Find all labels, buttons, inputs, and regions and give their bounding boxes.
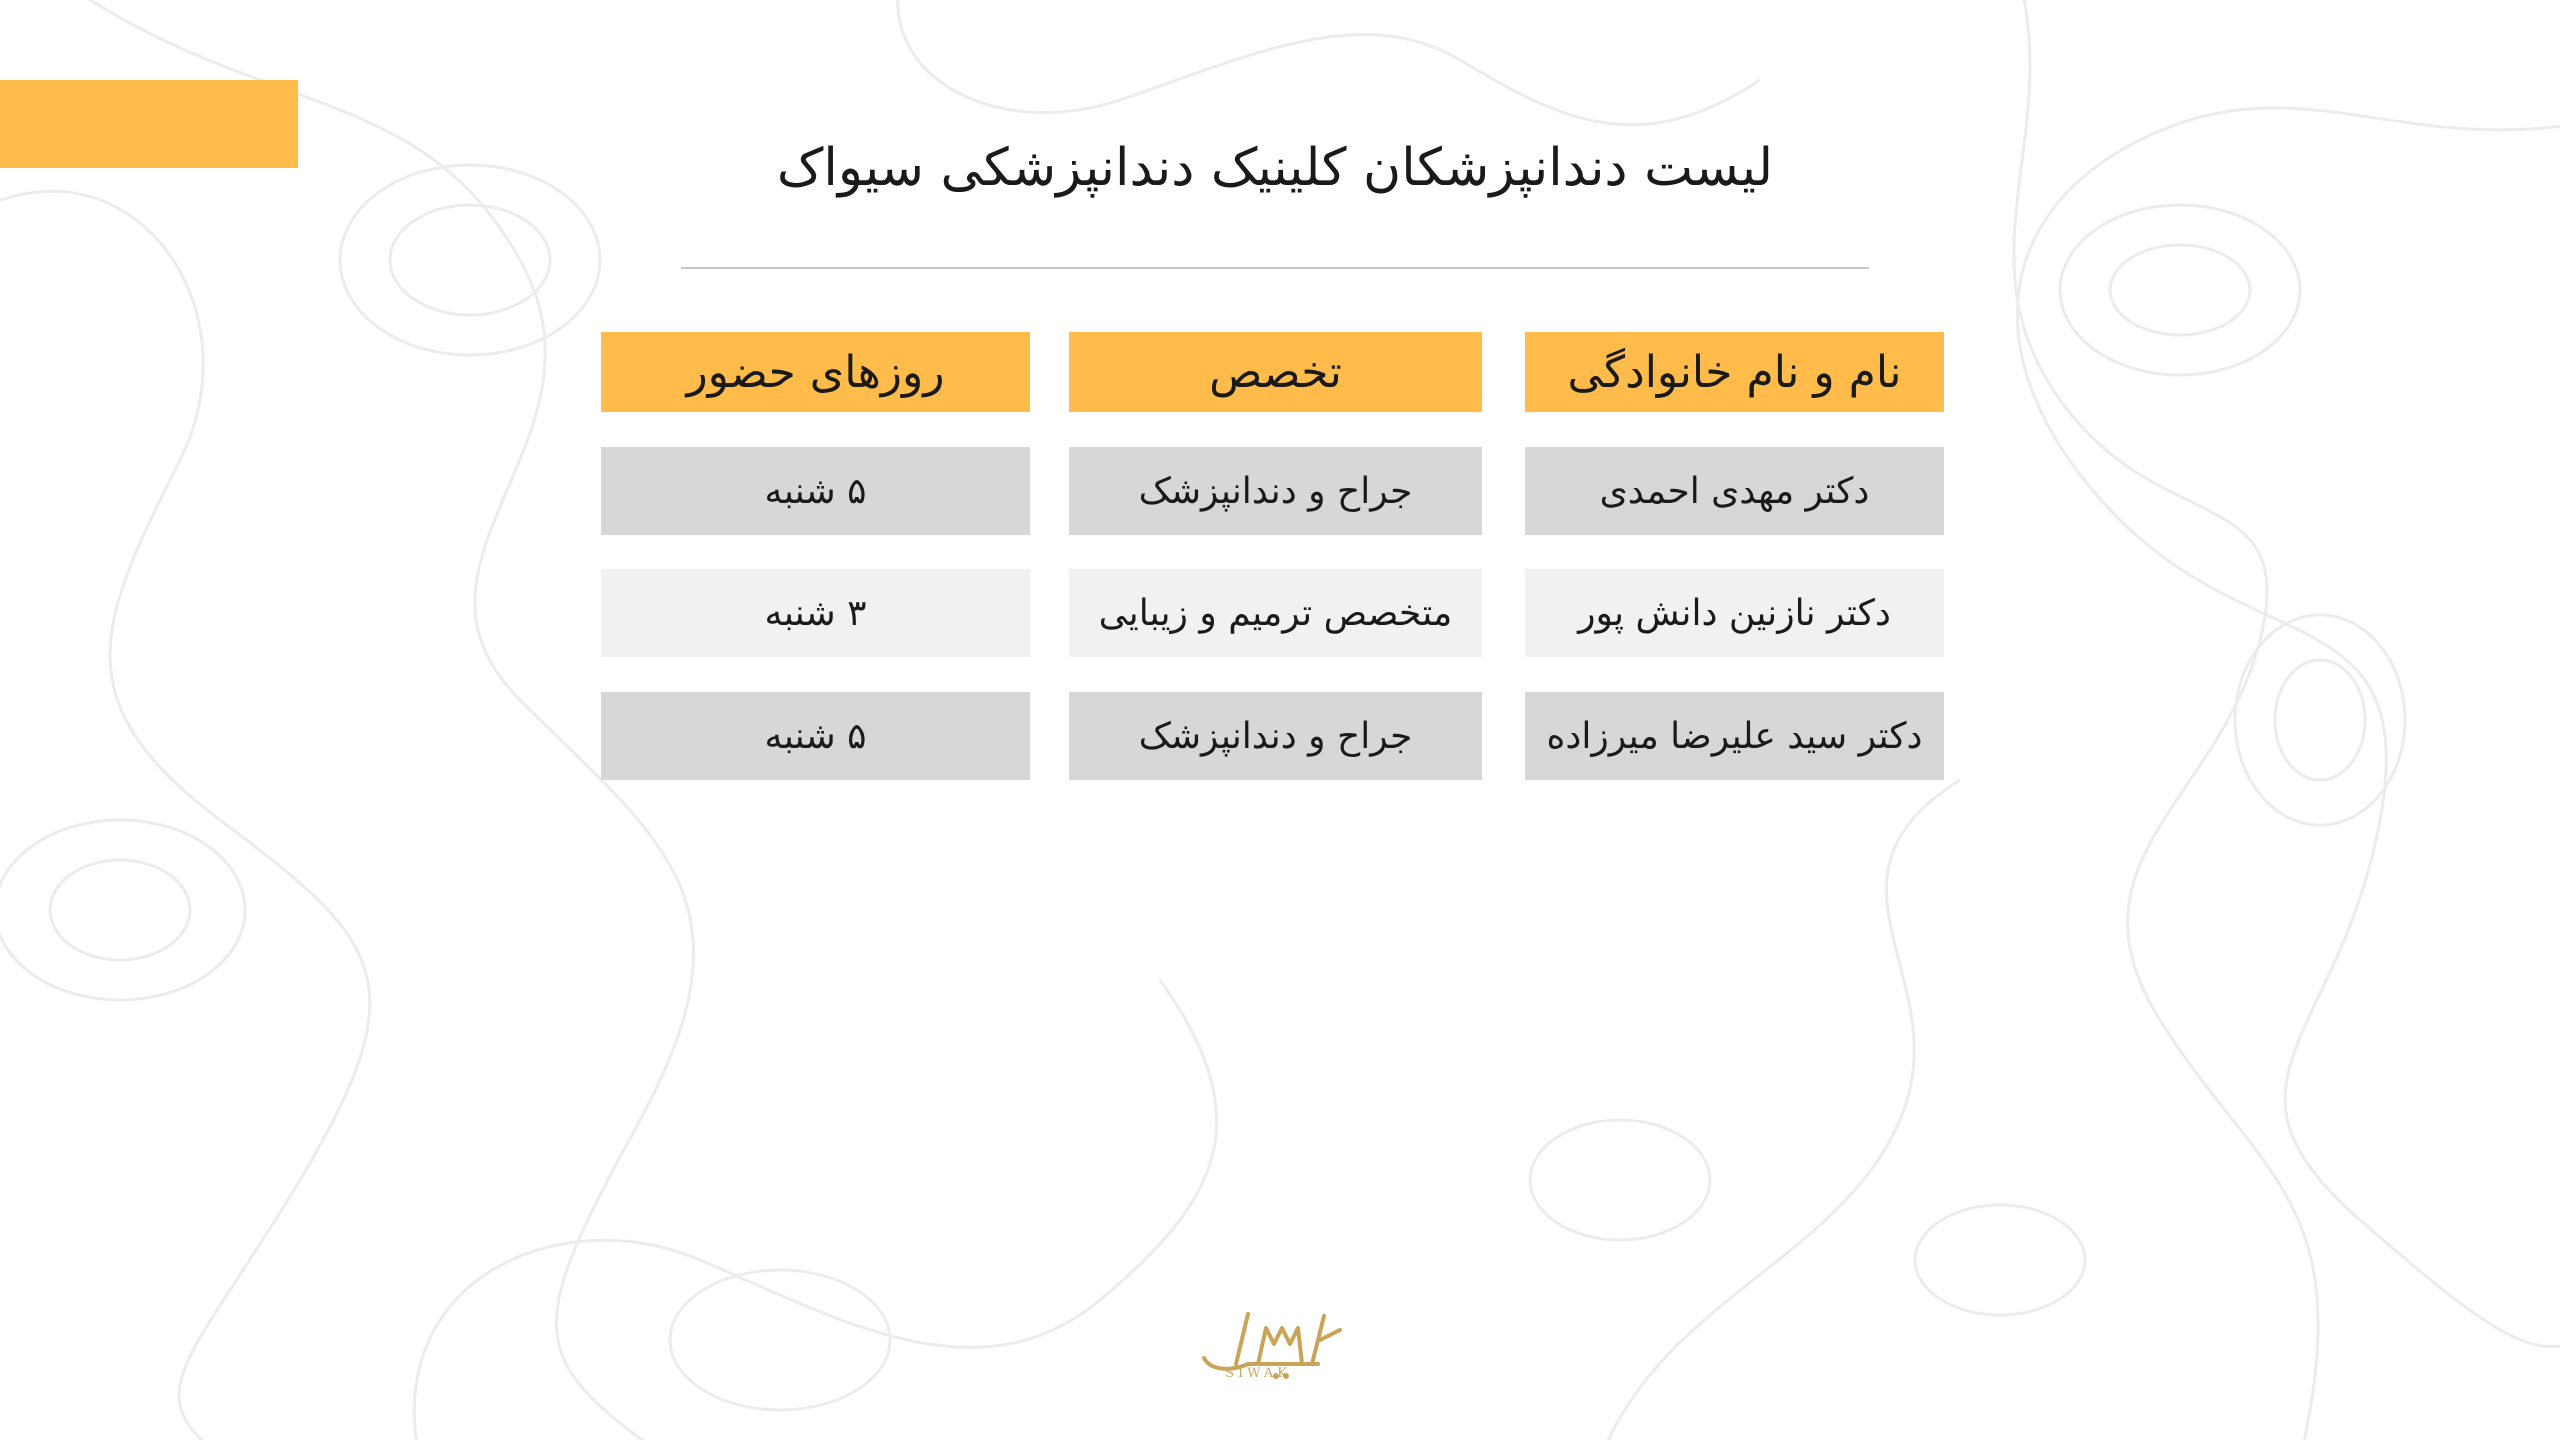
column-header-name: نام و نام خانوادگی xyxy=(1525,332,1944,412)
table-cell-name: دکتر نازنین دانش پور xyxy=(1525,569,1944,657)
table-cell-days: ۵ شنبه xyxy=(601,692,1030,780)
title-divider xyxy=(681,267,1869,269)
column-header-days: روزهای حضور xyxy=(601,332,1030,412)
logo-wordmark: SIWAK xyxy=(1225,1366,1291,1381)
page-title: لیست دندانپزشکان کلینیک دندانپزشکی سیواک xyxy=(776,138,1774,198)
column-header-specialty: تخصص xyxy=(1069,332,1482,412)
table-cell-days: ۳ شنبه xyxy=(601,569,1030,657)
table-cell-name: دکتر مهدی احمدی xyxy=(1525,447,1944,535)
table-cell-specialty: جراح و دندانپزشک xyxy=(1069,692,1482,780)
accent-bar xyxy=(0,80,298,168)
table-cell-days: ۵ شنبه xyxy=(601,447,1030,535)
table-cell-specialty: متخصص ترمیم و زیبایی xyxy=(1069,569,1482,657)
table-cell-name: دکتر سید علیرضا میرزاده xyxy=(1525,692,1944,780)
table-cell-specialty: جراح و دندانپزشک xyxy=(1069,447,1482,535)
